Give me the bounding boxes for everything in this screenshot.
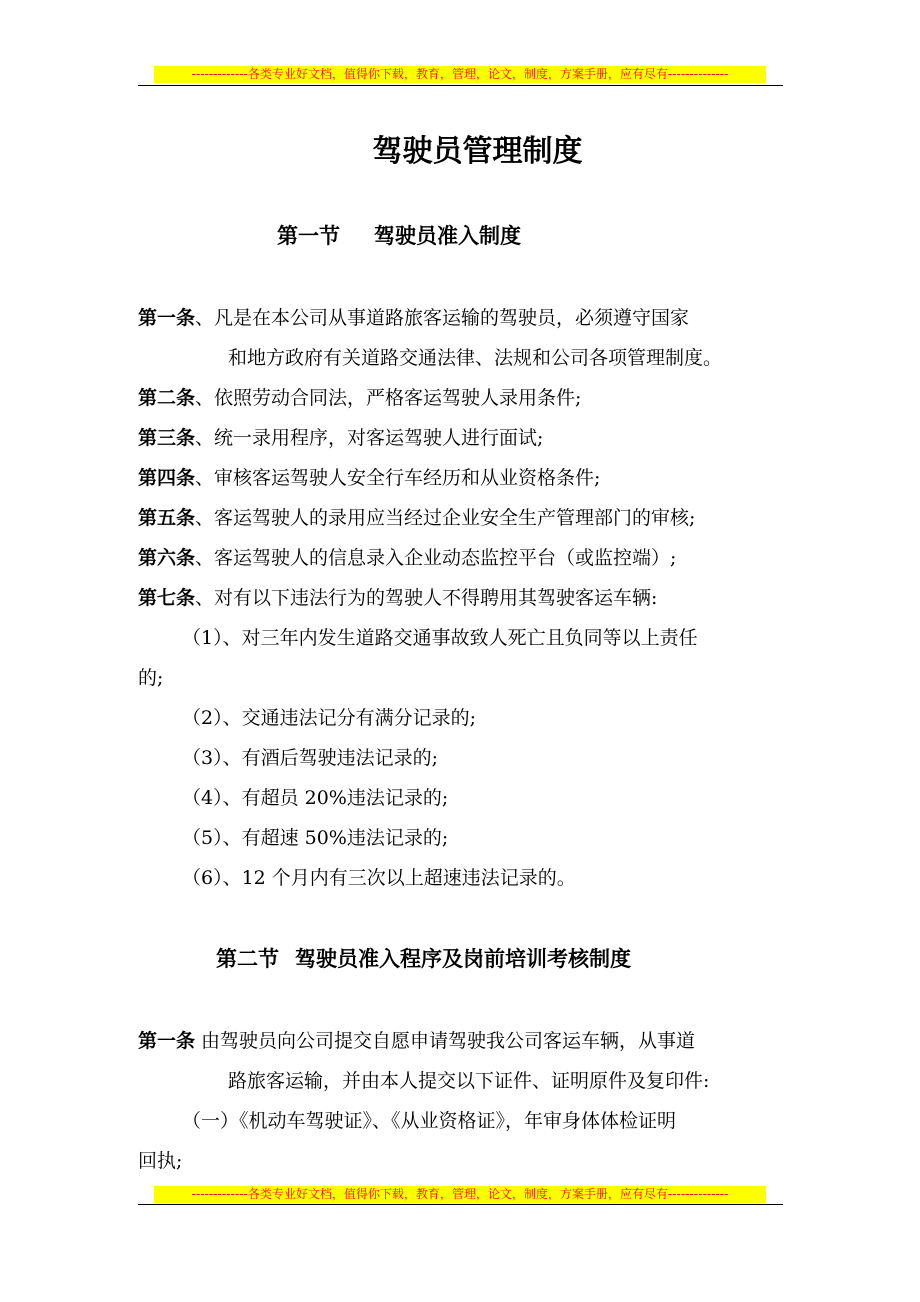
s2-article-1 — [138, 1026, 695, 1056]
s1-item-1-continued: 的; — [138, 667, 164, 689]
s1-item-3: （3）、有酒后驾驶违法记录的; — [182, 747, 438, 769]
article-label: 第一条 — [138, 1030, 196, 1052]
article-label: 第六条 — [138, 547, 196, 569]
section-2-number: 第二节 — [216, 947, 279, 971]
article-text: 、客运驾驶人的录用应当经过企业安全生产管理部门的审核; — [195, 507, 696, 529]
s2-item-1-continued: 回执; — [138, 1150, 183, 1172]
header-rule — [138, 85, 783, 86]
s1-article-2 — [138, 383, 581, 413]
s1-item-1: （1）、对三年内发生道路交通事故致人死亡且负同等以上责任 — [182, 627, 698, 649]
article-text: 由驾驶员向公司提交自愿申请驾驶我公司客运车辆，从事道 — [201, 1030, 696, 1052]
s1-item-5: （5）、有超速 50%违法记录的; — [182, 827, 449, 849]
s1-article-3 — [138, 423, 543, 453]
article-text: 、对有以下违法行为的驾驶人不得聘用其驾驶客运车辆: — [195, 587, 658, 609]
s1-article-1 — [138, 303, 689, 333]
s1-article-4 — [138, 463, 600, 493]
s1-article-6 — [138, 543, 676, 573]
article-label: 第五条 — [138, 507, 196, 529]
s1-article-1-continued: 和地方政府有关道路交通法律、法规和公司各项管理制度。 — [228, 347, 723, 369]
footer-banner: -------------各类专业好文档，值得你下载，教育，管理，论文，制度，方案手册，应有尽有-------------- — [154, 1186, 766, 1203]
article-text: 、统一录用程序，对客运驾驶人进行面试; — [195, 427, 544, 449]
s1-article-7 — [138, 583, 657, 613]
article-label: 第三条 — [138, 427, 196, 449]
s1-item-6: （6）、12 个月内有三次以上超速违法记录的。 — [182, 867, 576, 889]
article-text: 、依照劳动合同法，严格客运驾驶人录用条件; — [195, 387, 582, 409]
footer-rule — [138, 1204, 783, 1205]
document-title: 驾驶员管理制度 — [372, 134, 583, 169]
article-text: 、客运驾驶人的信息录入企业动态监控平台（或监控端）; — [195, 547, 677, 569]
s2-item-1: （一）《机动车驾驶证》、《从业资格证》，年审身体体检证明 — [182, 1110, 677, 1132]
s1-item-4: （4）、有超员 20%违法记录的; — [182, 787, 449, 809]
section-1-heading — [277, 221, 521, 251]
s1-item-2: （2）、交通违法记分有满分记录的; — [182, 707, 476, 729]
section-2-title: 驾驶员准入程序及岗前培训考核制度 — [295, 947, 631, 971]
section-1-title: 驾驶员准入制度 — [374, 224, 521, 248]
header-banner: -------------各类专业好文档，值得你下载，教育，管理，论文，制度，方案手册，应有尽有-------------- — [154, 66, 766, 83]
section-1-number: 第一节 — [277, 224, 340, 248]
s1-article-5 — [138, 503, 695, 533]
article-text: 、审核客运驾驶人安全行车经历和从业资格条件; — [195, 467, 601, 489]
article-text: 、凡是在本公司从事道路旅客运输的驾驶员，必须遵守国家 — [195, 307, 690, 329]
article-label: 第七条 — [138, 587, 196, 609]
article-label: 第二条 — [138, 387, 196, 409]
article-label: 第一条 — [138, 307, 196, 329]
section-2-heading — [216, 944, 631, 974]
s2-article-1-continued: 路旅客运输，并由本人提交以下证件、证明原件及复印件: — [228, 1070, 710, 1092]
article-label: 第四条 — [138, 467, 196, 489]
